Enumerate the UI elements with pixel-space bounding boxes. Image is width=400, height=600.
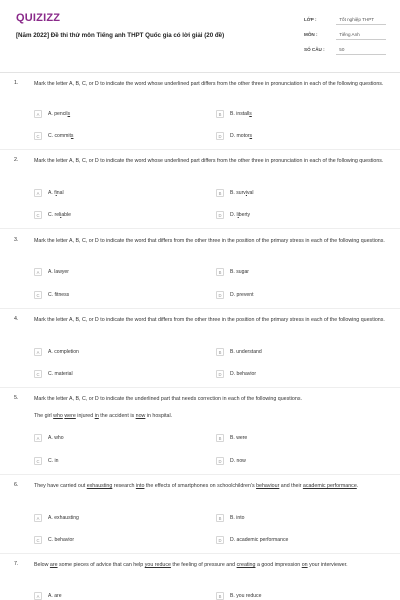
meta-row-subject	[304, 32, 360, 37]
header-divider	[0, 72, 400, 73]
option-letter-box: B	[216, 434, 224, 442]
option-a[interactable]	[34, 513, 79, 523]
option-text: B. into	[230, 515, 245, 521]
option-c[interactable]	[34, 210, 71, 220]
option-text: A. who	[48, 435, 64, 441]
option-c[interactable]	[34, 535, 74, 545]
option-letter-box: C	[34, 211, 42, 219]
page-header	[0, 0, 400, 66]
option-text: B. understand	[230, 349, 262, 355]
option-text: C. behavior	[48, 537, 75, 543]
option-text: A. are	[48, 593, 62, 599]
option-c[interactable]	[34, 131, 73, 141]
question-number: 2.	[14, 157, 19, 163]
question-number: 3.	[14, 237, 19, 243]
meta-value-subject: Tiếng Anh	[339, 32, 360, 37]
option-letter-box: C	[34, 457, 42, 465]
meta-underline	[336, 54, 386, 55]
option-d[interactable]	[216, 535, 288, 545]
option-b[interactable]	[216, 513, 244, 523]
option-text: B. survival	[230, 190, 254, 196]
option-text: A. exhausting	[48, 515, 79, 521]
option-text: D. academic performance	[230, 537, 289, 543]
option-a[interactable]	[34, 267, 69, 277]
question-prompt: Mark the letter A, B, C, or D to indicate the underlined part that needs correction in each of the following questions.	[34, 396, 302, 402]
option-a[interactable]	[34, 433, 64, 443]
option-d[interactable]	[216, 131, 252, 141]
meta-label-subject: MÔN :	[304, 32, 318, 37]
option-a[interactable]	[34, 347, 79, 357]
option-letter-box: B	[216, 514, 224, 522]
option-letter-box: D	[216, 291, 224, 299]
option-letter-box: B	[216, 348, 224, 356]
option-text: C. reliable	[48, 212, 71, 218]
question-number: 5.	[14, 395, 19, 401]
option-letter-box: D	[216, 211, 224, 219]
option-text: A. lawyer	[48, 269, 69, 275]
question-divider	[0, 474, 400, 475]
question-number: 1.	[14, 80, 19, 86]
option-text: C. material	[48, 371, 73, 377]
meta-row-class	[304, 17, 374, 22]
question-prompt: Mark the letter A, B, C, or D to indicate the word whose underlined part differs from the other three in pronunciation in each of the following questions.	[34, 81, 384, 87]
option-text: B. installs	[230, 111, 252, 117]
option-text: D. now	[230, 458, 246, 464]
option-text: D. behavior	[230, 371, 257, 377]
option-letter-box: B	[216, 268, 224, 276]
option-letter-box: D	[216, 457, 224, 465]
option-text: D. liberty	[230, 212, 251, 218]
option-text: A. final	[48, 190, 64, 196]
option-text: B. were	[230, 435, 248, 441]
option-b[interactable]	[216, 188, 254, 198]
option-letter-box: B	[216, 110, 224, 118]
option-text: B. sugar	[230, 269, 249, 275]
option-text: B. you reduce	[230, 593, 262, 599]
meta-label-count: SỐ CÂU :	[304, 47, 325, 52]
option-text: D. motors	[230, 133, 253, 139]
option-d[interactable]	[216, 369, 256, 379]
option-letter-box: D	[216, 536, 224, 544]
option-text: C. in	[48, 458, 59, 464]
option-letter-box: D	[216, 132, 224, 140]
option-letter-box: C	[34, 132, 42, 140]
question-prompt: Mark the letter A, B, C, or D to indicate the word that differs from the other three in the position of the primary stress in each of the following questions.	[34, 317, 385, 323]
option-c[interactable]	[34, 369, 73, 379]
quizizz-logo: QUIZIZZ	[16, 12, 61, 24]
option-d[interactable]	[216, 210, 250, 220]
meta-label-class: LỚP :	[304, 17, 317, 22]
option-d[interactable]	[216, 456, 246, 466]
meta-underline	[336, 39, 386, 40]
option-text: C. commits	[48, 133, 74, 139]
option-letter-box: A	[34, 514, 42, 522]
question-number: 6.	[14, 482, 19, 488]
option-letter-box: C	[34, 536, 42, 544]
question-sentence: The girl who were injured in the accident is now in hospital.	[34, 413, 173, 419]
option-letter-box: A	[34, 434, 42, 442]
document-title: [Năm 2022] Đề thi thử môn Tiếng anh THPT Quốc gia có lời giải (20 đề)	[16, 32, 225, 39]
option-text: C. fitness	[48, 292, 70, 298]
option-d[interactable]	[216, 290, 254, 300]
option-c[interactable]	[34, 456, 58, 466]
question-prompt: Below are some pieces of advice that can help you reduce the feeling of pressure and creating a good impression on your interviewer.	[34, 562, 348, 568]
question-divider	[0, 387, 400, 388]
option-a[interactable]	[34, 109, 70, 119]
question-divider	[0, 149, 400, 150]
option-text: D. prevent	[230, 292, 254, 298]
meta-underline	[336, 24, 386, 25]
option-letter-box: B	[216, 592, 224, 600]
question-prompt: Mark the letter A, B, C, or D to indicate the word whose underlined part differs from the other three in pronunciation in each of the following questions.	[34, 158, 384, 164]
meta-row-count	[304, 47, 344, 52]
option-text: A. pencils	[48, 111, 71, 117]
option-letter-box: A	[34, 110, 42, 118]
question-number: 7.	[14, 561, 19, 567]
meta-value-class: Tốt nghiệp THPT	[339, 17, 375, 22]
option-letter-box: A	[34, 189, 42, 197]
option-letter-box: D	[216, 370, 224, 378]
option-a[interactable]	[34, 591, 62, 600]
question-prompt: They have carried out exhausting research into the effects of smartphones on schoolchildren's behaviour and their academic performance.	[34, 483, 359, 489]
option-letter-box: A	[34, 348, 42, 356]
option-letter-box: C	[34, 370, 42, 378]
question-divider	[0, 228, 400, 229]
option-letter-box: A	[34, 268, 42, 276]
option-b[interactable]	[216, 267, 249, 277]
option-letter-box: A	[34, 592, 42, 600]
option-letter-box: C	[34, 291, 42, 299]
meta-value-count: 50	[339, 47, 345, 52]
option-letter-box: B	[216, 189, 224, 197]
option-b[interactable]	[216, 591, 261, 600]
option-b[interactable]	[216, 109, 252, 119]
option-a[interactable]	[34, 188, 64, 198]
option-b[interactable]	[216, 433, 247, 443]
question-divider	[0, 308, 400, 309]
option-c[interactable]	[34, 290, 69, 300]
question-number: 4.	[14, 316, 19, 322]
option-b[interactable]	[216, 347, 262, 357]
question-prompt: Mark the letter A, B, C, or D to indicate the word that differs from the other three in the position of the primary stress in each of the following questions.	[34, 238, 385, 244]
question-divider	[0, 553, 400, 554]
option-text: A. completion	[48, 349, 79, 355]
